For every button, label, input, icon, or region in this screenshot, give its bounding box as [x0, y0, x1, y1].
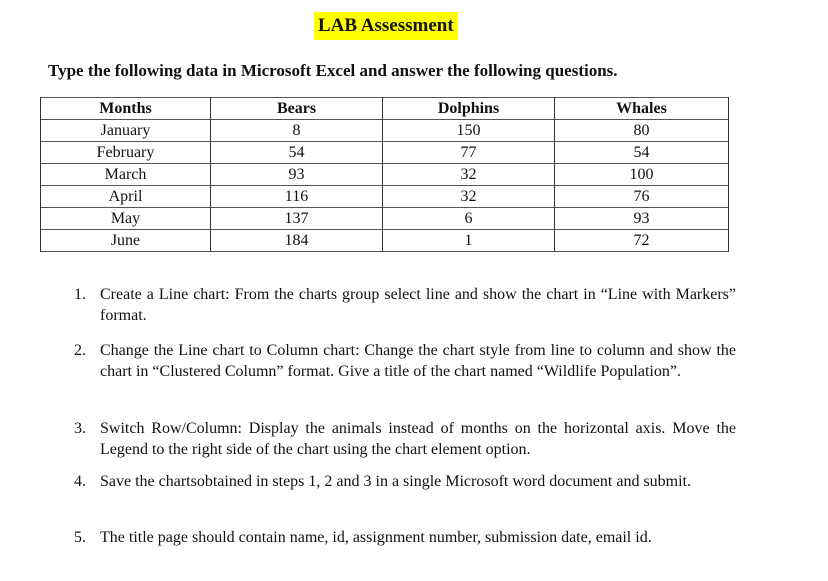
cell-whales: 100	[555, 164, 729, 186]
cell-bears: 54	[211, 142, 383, 164]
page-title: LAB Assessment	[314, 12, 458, 40]
table-header-row	[41, 98, 729, 120]
question-item	[74, 471, 736, 492]
cell-month: January	[41, 120, 211, 142]
question-text: Create a Line chart: From the charts group select line and show the chart in “Line with Markers” format.	[100, 286, 736, 324]
cell-dolphins: 32	[383, 164, 555, 186]
cell-dolphins: 32	[383, 186, 555, 208]
cell-month: February	[41, 142, 211, 164]
cell-bears: 137	[211, 208, 383, 230]
cell-dolphins: 6	[383, 208, 555, 230]
cell-whales: 93	[555, 208, 729, 230]
instruction-text: Type the following data in Microsoft Excel and answer the following questions.	[48, 61, 618, 80]
cell-month: June	[41, 230, 211, 252]
cell-whales: 54	[555, 142, 729, 164]
question-text: Switch Row/Column: Display the animals instead of months on the horizontal axis. Move the Legend to the right side of the chart using the chart element option.	[100, 420, 736, 458]
table-row	[41, 142, 729, 164]
cell-bears: 184	[211, 230, 383, 252]
cell-month: March	[41, 164, 211, 186]
table-row	[41, 208, 729, 230]
header-dolphins: Dolphins	[383, 98, 555, 120]
question-item	[74, 418, 736, 460]
question-item	[74, 527, 736, 548]
cell-bears: 8	[211, 120, 383, 142]
cell-dolphins: 77	[383, 142, 555, 164]
cell-whales: 76	[555, 186, 729, 208]
cell-month: May	[41, 208, 211, 230]
table-row	[41, 164, 729, 186]
cell-bears: 93	[211, 164, 383, 186]
cell-month: April	[41, 186, 211, 208]
cell-dolphins: 150	[383, 120, 555, 142]
cell-whales: 72	[555, 230, 729, 252]
table-row	[41, 186, 729, 208]
question-item	[74, 284, 736, 326]
cell-dolphins: 1	[383, 230, 555, 252]
question-number: 4.	[74, 473, 86, 490]
table-row	[41, 230, 729, 252]
question-number: 3.	[74, 420, 86, 437]
question-item	[74, 340, 736, 382]
header-whales: Whales	[555, 98, 729, 120]
question-text: Change the Line chart to Column chart: Change the chart style from line to column and show the chart in “Clustered Column” format. Give a title of the chart named “Wildlife Population”.	[100, 342, 736, 380]
header-months: Months	[41, 98, 211, 120]
question-text: The title page should contain name, id, assignment number, submission date, email id.	[100, 529, 652, 546]
data-table	[40, 97, 729, 252]
table-row	[41, 120, 729, 142]
cell-whales: 80	[555, 120, 729, 142]
question-text: Save the chartsobtained in steps 1, 2 and 3 in a single Microsoft word document and submit.	[100, 473, 691, 490]
cell-bears: 116	[211, 186, 383, 208]
question-number: 2.	[74, 342, 86, 359]
header-bears: Bears	[211, 98, 383, 120]
question-number: 1.	[74, 286, 86, 303]
question-number: 5.	[74, 529, 86, 546]
